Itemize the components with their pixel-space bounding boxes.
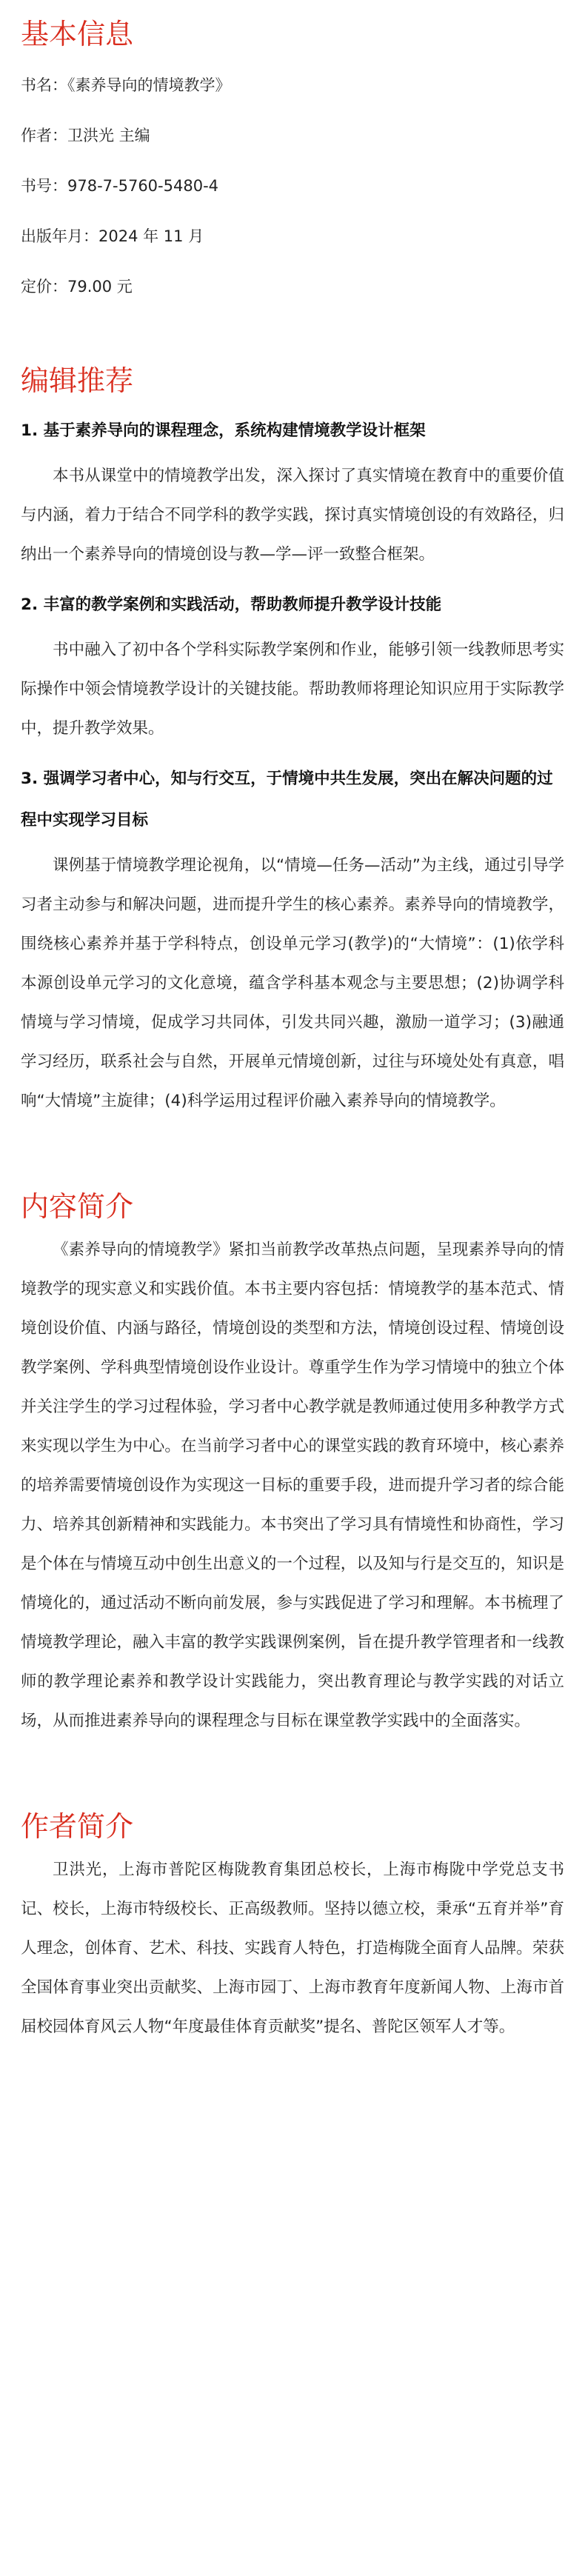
recommend-heading-3: 3. 强调学习者中心，知与行交互，于情境中共生发展，突出在解决问题的过程中实现学习目标	[21, 770, 553, 830]
section-title-basic-info: 基本信息	[21, 18, 134, 50]
author: 作者：卫洪光 主编	[21, 127, 150, 144]
recommend-text-3: 课例基于情境教学理论视角，以“情境—任务—活动”为主线，通过引导学习者主动参与和解决问题，进而提升学生的核心素养。素养导向的情境教学，围绕核心素养并基于学科特点，创设单元学习(教学)的“大情境”：(1)依学科本源创设单元学习的文化意境，蕴含学科基本观念与主要思想；(2)协调学科情境与学习情境，促成学习共同体，引发共同兴趣，激励一道学习；(3)融通学习经历，联系社会与自然，开展单元情境创新，过往与环境处处有真意，唱响“大情境”主旋律；(4)科学运用过程评价融入素养导向的情境教学。	[21, 856, 564, 1110]
content-intro-section	[21, 1187, 564, 1741]
basic-info-section	[21, 15, 564, 298]
recommend-text-1: 本书从课堂中的情境教学出发，深入探讨了真实情境在教育中的重要价值与内涵，着力于结合不同学科的教学实践，探讨真实情境创设的有效路径，归纳出一个素养导向的情境创设与教—学—评一致整合框架。	[21, 467, 564, 564]
section-title-editor-recommend: 编辑推荐	[21, 364, 134, 397]
recommend-text-2: 书中融入了初中各个学科实际教学案例和作业，能够引领一线教师思考实际操作中领会情境教学设计的关键技能。帮助教师将理论知识应用于实际教学中，提升教学效果。	[21, 641, 564, 738]
publish-date: 出版年月：2024 年 11 月	[21, 227, 204, 245]
section-title-author-bio: 作者简介	[21, 1810, 134, 1843]
basic-info-list	[21, 74, 564, 298]
content-intro-text: 《素养导向的情境教学》紧扣当前教学改革热点问题，呈现素养导向的情境教学的现实意义和实践价值。本书主要内容包括：情境教学的基本范式、情境创设价值、内涵与路径，情境创设的类型和方法，情境创设过程、情境创设教学案例、学科典型情境创设作业设计。尊重学生作为学习情境中的独立个体并关注学生的学习过程体验，学习者中心教学就是教师通过使用多种教学方式来实现以学生为中心。在当前学习者中心的课堂实践的教育环境中，核心素养的培养需要情境创设作为实现这一目标的重要手段，进而提升学习者的综合能力、培养其创新精神和实践能力。本书突出了学习具有情境性和协商性，学习是个体在与情境互动中创生出意义的一个过程，以及知与行是交互的，知识是情境化的，通过活动不断向前发展，参与实践促进了学习和理解。本书梳理了情境教学理论，融入丰富的教学实践课例案例，旨在提升教学管理者和一线教师的教学理论素养和教学设计实践能力，突出教育理论与教学实践的对话立场，从而推进素养导向的课程理念与目标在课堂教学实践中的全面落实。	[21, 1241, 564, 1730]
isbn: 书号：978-7-5760-5480-4	[21, 177, 219, 195]
author-bio-text: 卫洪光，上海市普陀区梅陇教育集团总校长，上海市梅陇中学党总支书记、校长，上海市特级校长、正高级教师。坚持以德立校，秉承“五育并举”育人理念，创体育、艺术、科技、实践育人特色，打造梅陇全面育人品牌。荣获全国体育事业突出贡献奖、上海市园丁、上海市教育年度新闻人物、上海市首届校园体育风云人物“年度最佳体育贡献奖”提名、普陀区领军人才等。	[21, 1861, 564, 2036]
recommend-heading-2: 2. 丰富的教学案例和实践活动，帮助教师提升教学设计技能	[21, 595, 442, 614]
author-bio-section	[21, 1807, 564, 2046]
editor-recommend-section	[21, 361, 564, 1121]
price: 定价：79.00 元	[21, 278, 133, 296]
book-name: 书名：《素养导向的情境教学》	[21, 76, 231, 94]
section-title-content-intro: 内容简介	[21, 1190, 134, 1223]
recommend-heading-1: 1. 基于素养导向的课程理念，系统构建情境教学设计框架	[21, 421, 426, 440]
